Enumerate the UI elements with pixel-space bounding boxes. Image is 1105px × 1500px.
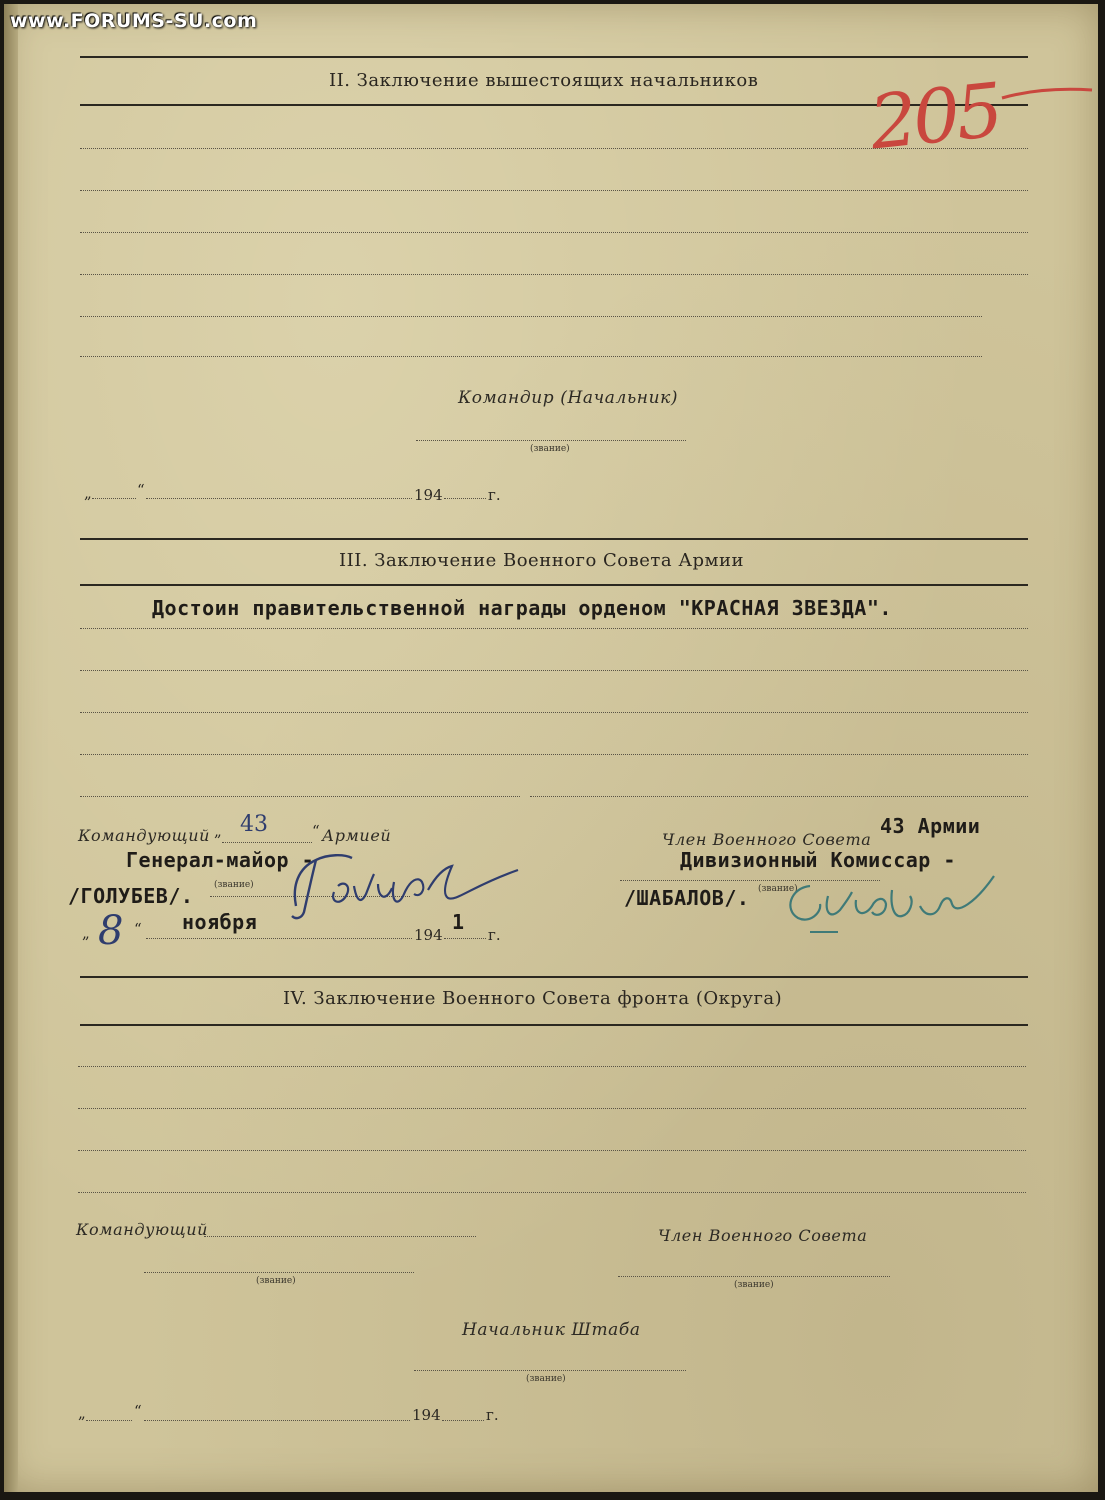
rank-caption: (звание) [734, 1280, 774, 1290]
blank-line [78, 1108, 1026, 1109]
commanding-label: Командующий [78, 826, 211, 845]
rank-caption: (звание) [256, 1276, 296, 1286]
blank-line [80, 796, 520, 797]
record-number-underline [1000, 84, 1095, 104]
member-rank: Дивизионный Комиссар - [680, 848, 956, 872]
date-quote-marks: “ [134, 1402, 142, 1420]
date-year-prefix: 194 [414, 486, 443, 504]
date-day-line [92, 498, 136, 499]
conclusion-text: Достоин правительственной награды орденом "КРАСНАЯ ЗВЕЗДА". [152, 596, 892, 620]
date-year-line [444, 498, 486, 499]
date-year-suffix: г. [488, 486, 501, 504]
commander-rank: Генерал-майор - [126, 848, 315, 872]
blank-line [80, 232, 1028, 233]
member-army: 43 Армии [880, 814, 981, 838]
date-year-line [444, 938, 486, 939]
rank-caption: (звание) [758, 884, 798, 894]
date-quote-marks: „ [78, 1404, 86, 1422]
date-year-prefix: 194 [412, 1406, 441, 1424]
blank-line [78, 1150, 1026, 1151]
date-year-line [442, 1420, 484, 1421]
rank-line [416, 440, 686, 441]
date-month-line [144, 1420, 410, 1421]
member-label: Член Военного Совета [658, 1226, 868, 1245]
section3-heading: III. Заключение Военного Совета Армии [339, 550, 744, 571]
date-quote-marks: „ [84, 484, 92, 502]
commander-name: /ГОЛУБЕВ/. [68, 884, 194, 908]
rank-caption: (звание) [214, 880, 254, 890]
blank-line [80, 148, 1028, 149]
member-signature [780, 866, 1010, 936]
commanding-label: Командующий [76, 1220, 209, 1239]
army-number: 43 [240, 812, 268, 837]
rank-line [414, 1370, 686, 1371]
date-quote-marks: „ [82, 924, 90, 942]
blank-line [80, 316, 982, 317]
page-binding-edge [4, 4, 18, 1492]
date-year-suffix: г. [486, 1406, 499, 1424]
rule [80, 584, 1028, 586]
rank-line [618, 1276, 890, 1277]
date-day: 8 [98, 908, 124, 954]
quote-mark: “ [312, 822, 320, 840]
date-day-line [86, 1420, 132, 1421]
blank-line [530, 796, 1028, 797]
section2-heading: II. Заключение вышестоящих начальников [329, 70, 759, 91]
blank-line [80, 754, 1028, 755]
chief-of-staff-label: Начальник Штаба [462, 1320, 641, 1340]
date-year-prefix: 194 [414, 926, 443, 944]
date-month-line [146, 938, 412, 939]
rank-line [144, 1272, 414, 1273]
watermark: www.FORUMS-SU.com [10, 10, 258, 32]
date-month-line [146, 498, 412, 499]
date-quote-marks: “ [137, 481, 145, 499]
commander-signature [286, 846, 526, 926]
date-quote-marks: “ [134, 920, 142, 938]
quote-mark: „ [214, 822, 222, 840]
rank-caption: (звание) [530, 444, 570, 454]
army-number-line [222, 842, 312, 843]
record-number: 205 [865, 67, 1004, 167]
blank-line [80, 628, 1028, 629]
date-year-suffix: г. [488, 926, 501, 944]
commander-label: Командир (Начальник) [458, 388, 679, 408]
rule [80, 538, 1028, 540]
blank-line [80, 670, 1028, 671]
blank-line [80, 712, 1028, 713]
date-month: ноября [182, 910, 258, 934]
member-name: /ШАБАЛОВ/. [624, 886, 750, 910]
date-year-digit: 1 [452, 910, 465, 934]
commanding-line [204, 1236, 476, 1237]
rule [80, 56, 1028, 58]
blank-line [78, 1066, 1026, 1067]
blank-line [80, 274, 1028, 275]
member-label: Член Военного Совета [662, 830, 872, 849]
rule [80, 1024, 1028, 1026]
blank-line [78, 1192, 1026, 1193]
section4-heading: IV. Заключение Военного Совета фронта (Округа) [283, 988, 783, 1009]
blank-line [80, 356, 982, 357]
document-page [4, 4, 1098, 1492]
blank-line [80, 190, 1028, 191]
army-label: Армией [322, 826, 392, 845]
rank-caption: (звание) [526, 1374, 566, 1384]
rule [80, 976, 1028, 978]
